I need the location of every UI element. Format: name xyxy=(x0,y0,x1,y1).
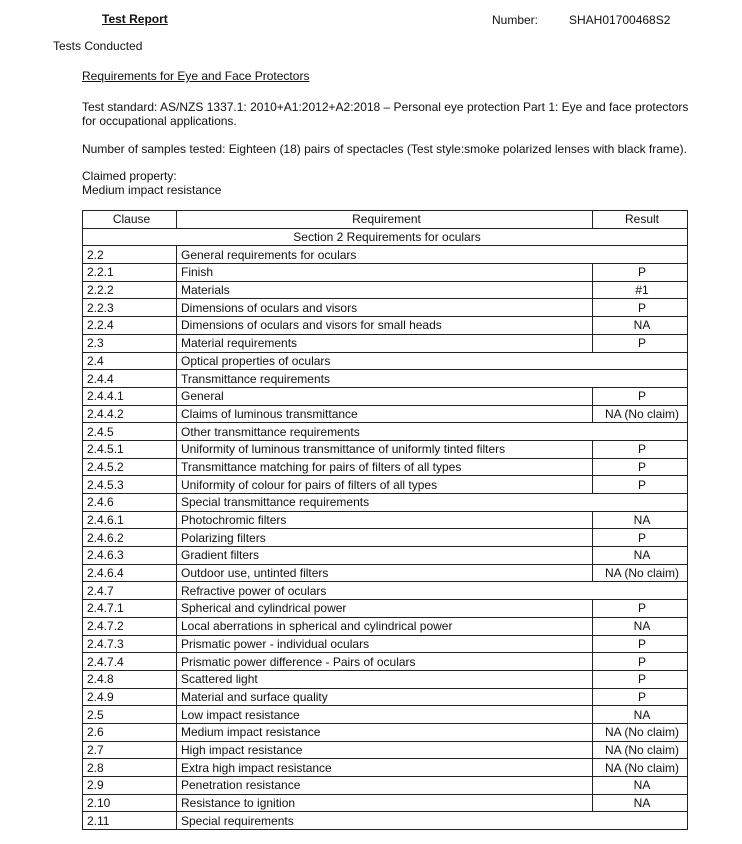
report-number-label: Number: xyxy=(492,13,539,27)
result-cell: P xyxy=(593,458,688,476)
table-row xyxy=(83,387,688,405)
clause-cell: 2.11 xyxy=(83,812,177,830)
requirement-cell: Photochromic filters xyxy=(177,511,593,529)
clause-cell: 2.4.5.3 xyxy=(83,476,177,494)
clause-cell: 2.10 xyxy=(83,794,177,812)
claimed-property-value: Medium impact resistance xyxy=(82,183,222,197)
table-row xyxy=(83,370,688,388)
claimed-property-label: Claimed property: xyxy=(82,169,177,183)
clause-cell: 2.2.3 xyxy=(83,299,177,317)
result-cell: P xyxy=(593,387,688,405)
table-row xyxy=(83,299,688,317)
clause-cell: 2.4.6.4 xyxy=(83,564,177,582)
requirement-cell: Finish xyxy=(177,264,593,282)
requirement-cell: Special requirements xyxy=(177,812,688,830)
clause-cell: 2.4.7.2 xyxy=(83,617,177,635)
clause-cell: 2.4.7.4 xyxy=(83,653,177,671)
table-row xyxy=(83,423,688,441)
header-requirement: Requirement xyxy=(177,211,593,229)
requirement-cell: General xyxy=(177,387,593,405)
clause-cell: 2.5 xyxy=(83,706,177,724)
clause-cell: 2.4.6.3 xyxy=(83,547,177,565)
result-cell: P xyxy=(593,670,688,688)
clause-cell: 2.4.6.2 xyxy=(83,529,177,547)
requirement-cell: Outdoor use, untinted filters xyxy=(177,564,593,582)
table-row xyxy=(83,334,688,352)
table-row xyxy=(83,688,688,706)
requirement-cell: Materials xyxy=(177,281,593,299)
result-cell: P xyxy=(593,299,688,317)
requirement-cell: Prismatic power - individual oculars xyxy=(177,635,593,653)
table-row xyxy=(83,529,688,547)
claimed-property xyxy=(82,169,697,197)
clause-cell: 2.2 xyxy=(83,246,177,264)
clause-cell: 2.4.9 xyxy=(83,688,177,706)
table-row xyxy=(83,723,688,741)
clause-cell: 2.4.4.2 xyxy=(83,405,177,423)
clause-cell: 2.4.6.1 xyxy=(83,511,177,529)
table-row xyxy=(83,582,688,600)
clause-cell: 2.7 xyxy=(83,741,177,759)
result-cell: #1 xyxy=(593,281,688,299)
requirement-cell: Scattered light xyxy=(177,670,593,688)
requirement-cell: Resistance to ignition xyxy=(177,794,593,812)
clause-cell: 2.8 xyxy=(83,759,177,777)
result-cell: P xyxy=(593,476,688,494)
requirement-cell: Spherical and cylindrical power xyxy=(177,600,593,618)
clause-cell: 2.4.5.2 xyxy=(83,458,177,476)
result-cell: NA xyxy=(593,777,688,795)
clause-cell: 2.2.4 xyxy=(83,317,177,335)
result-cell: P xyxy=(593,529,688,547)
result-cell: P xyxy=(593,635,688,653)
table-row xyxy=(83,759,688,777)
result-cell: NA xyxy=(593,706,688,724)
result-cell: NA xyxy=(593,617,688,635)
requirement-cell: Penetration resistance xyxy=(177,777,593,795)
requirement-cell: Transmittance matching for pairs of filters of all types xyxy=(177,458,593,476)
result-cell: NA (No claim) xyxy=(593,564,688,582)
requirement-cell: Uniformity of luminous transmittance of uniformly tinted filters xyxy=(177,440,593,458)
result-cell: P xyxy=(593,600,688,618)
table-row xyxy=(83,281,688,299)
clause-cell: 2.4.6 xyxy=(83,494,177,512)
requirement-cell: Claims of luminous transmittance xyxy=(177,405,593,423)
requirement-cell: Low impact resistance xyxy=(177,706,593,724)
table-row xyxy=(83,317,688,335)
clause-cell: 2.4.4 xyxy=(83,370,177,388)
result-cell: NA xyxy=(593,794,688,812)
clause-cell: 2.4.5 xyxy=(83,423,177,441)
result-cell: P xyxy=(593,334,688,352)
requirement-cell: General requirements for oculars xyxy=(177,246,688,264)
requirements-table xyxy=(82,210,688,830)
result-cell: NA xyxy=(593,547,688,565)
table-row xyxy=(83,812,688,830)
section-title: Tests Conducted xyxy=(53,39,143,53)
table-row xyxy=(83,547,688,565)
clause-cell: 2.4.7.3 xyxy=(83,635,177,653)
clause-cell: 2.4.7 xyxy=(83,582,177,600)
result-cell: P xyxy=(593,264,688,282)
requirement-cell: Material and surface quality xyxy=(177,688,593,706)
header-result: Result xyxy=(593,211,688,229)
result-cell: NA xyxy=(593,511,688,529)
requirement-cell: High impact resistance xyxy=(177,741,593,759)
table-row xyxy=(83,617,688,635)
table-row xyxy=(83,653,688,671)
samples-tested: Number of samples tested: Eighteen (18) pairs of spectacles (Test style:smoke polarized lenses with black frame). xyxy=(82,142,687,156)
requirement-cell: Uniformity of colour for pairs of filters of all types xyxy=(177,476,593,494)
section-row xyxy=(83,228,688,246)
clause-cell: 2.4.4.1 xyxy=(83,387,177,405)
table-row xyxy=(83,564,688,582)
result-cell: P xyxy=(593,440,688,458)
result-cell: NA xyxy=(593,317,688,335)
table-row xyxy=(83,476,688,494)
test-standard: Test standard: AS/NZS 1337.1: 2010+A1:2012+A2:2018 – Personal eye protection Part 1: Eye and face protectors for occupational applications. xyxy=(82,100,689,128)
result-cell: NA (No claim) xyxy=(593,741,688,759)
requirement-cell: Refractive power of oculars xyxy=(177,582,688,600)
requirement-cell: Extra high impact resistance xyxy=(177,759,593,777)
table-row xyxy=(83,405,688,423)
clause-cell: 2.4.8 xyxy=(83,670,177,688)
result-cell: NA (No claim) xyxy=(593,405,688,423)
clause-cell: 2.4.7.1 xyxy=(83,600,177,618)
result-cell: NA (No claim) xyxy=(593,759,688,777)
table-row xyxy=(83,635,688,653)
subsection-title: Requirements for Eye and Face Protectors xyxy=(82,69,310,83)
table-row xyxy=(83,458,688,476)
table-row xyxy=(83,511,688,529)
requirement-cell: Polarizing filters xyxy=(177,529,593,547)
table-row xyxy=(83,670,688,688)
requirement-cell: Optical properties of oculars xyxy=(177,352,688,370)
table-row xyxy=(83,777,688,795)
table-row xyxy=(83,352,688,370)
table-row xyxy=(83,494,688,512)
table-row xyxy=(83,264,688,282)
result-cell: NA (No claim) xyxy=(593,723,688,741)
table-header-row xyxy=(83,211,688,229)
clause-cell: 2.4.5.1 xyxy=(83,440,177,458)
clause-cell: 2.6 xyxy=(83,723,177,741)
table-row xyxy=(83,600,688,618)
report-title: Test Report xyxy=(102,12,168,26)
table-row xyxy=(83,440,688,458)
section-row-label: Section 2 Requirements for oculars xyxy=(83,228,688,246)
requirement-cell: Local aberrations in spherical and cylindrical power xyxy=(177,617,593,635)
requirement-cell: Dimensions of oculars and visors xyxy=(177,299,593,317)
result-cell: P xyxy=(593,688,688,706)
clause-cell: 2.4 xyxy=(83,352,177,370)
table-row xyxy=(83,246,688,264)
table-row xyxy=(83,794,688,812)
result-cell: P xyxy=(593,653,688,671)
clause-cell: 2.2.1 xyxy=(83,264,177,282)
requirement-cell: Prismatic power difference - Pairs of oculars xyxy=(177,653,593,671)
requirement-cell: Gradient filters xyxy=(177,547,593,565)
requirement-cell: Dimensions of oculars and visors for small heads xyxy=(177,317,593,335)
requirement-cell: Material requirements xyxy=(177,334,593,352)
requirement-cell: Transmittance requirements xyxy=(177,370,688,388)
clause-cell: 2.9 xyxy=(83,777,177,795)
requirement-cell: Other transmittance requirements xyxy=(177,423,688,441)
table-row xyxy=(83,741,688,759)
clause-cell: 2.3 xyxy=(83,334,177,352)
clause-cell: 2.2.2 xyxy=(83,281,177,299)
requirement-cell: Special transmittance requirements xyxy=(177,494,688,512)
table-row xyxy=(83,706,688,724)
requirement-cell: Medium impact resistance xyxy=(177,723,593,741)
report-number-value: SHAH01700468S2 xyxy=(569,13,671,27)
header-clause: Clause xyxy=(83,211,177,229)
